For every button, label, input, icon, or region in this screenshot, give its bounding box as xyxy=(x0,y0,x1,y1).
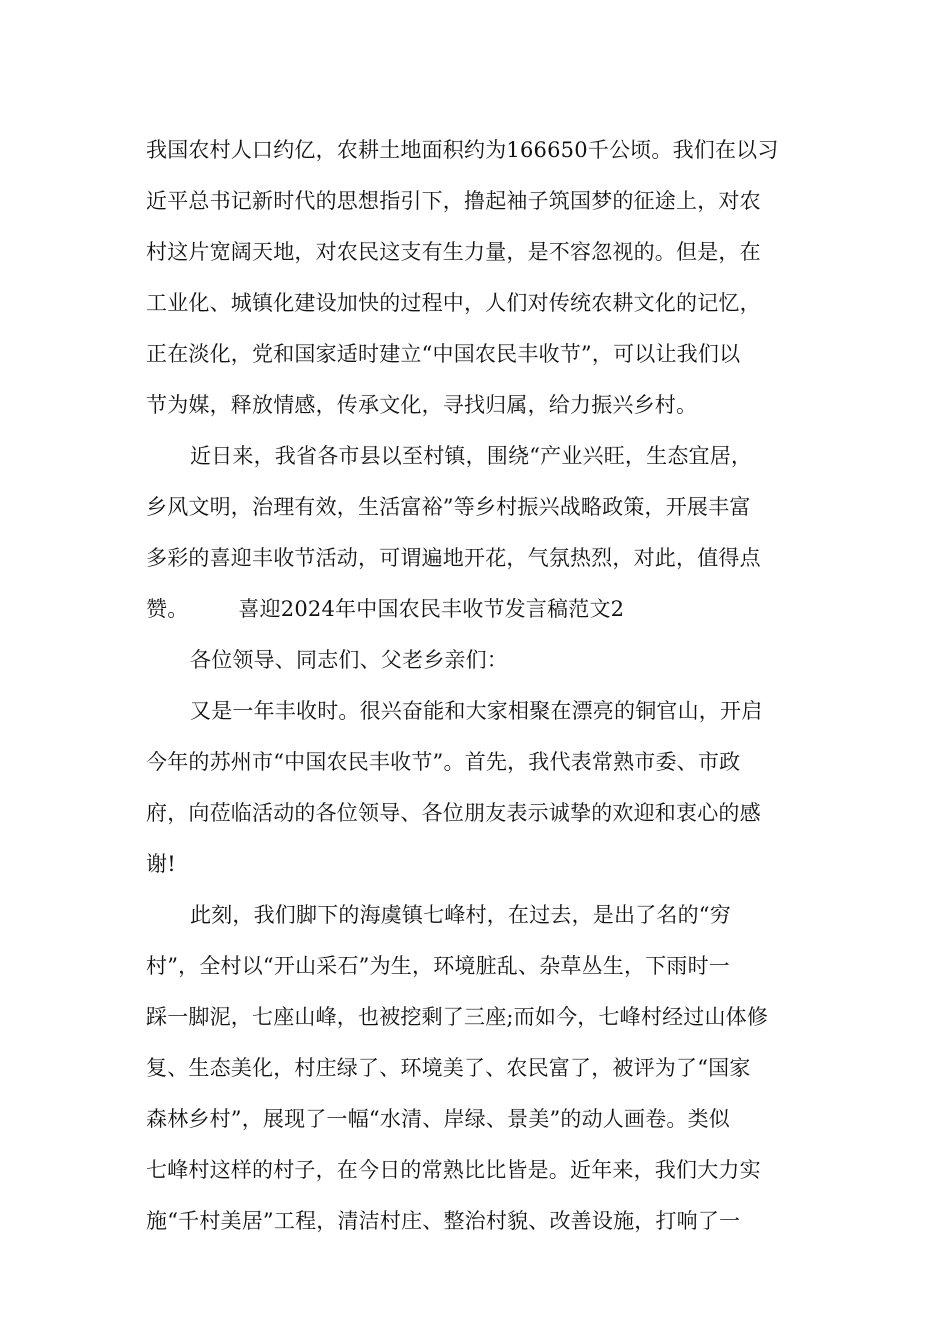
text-line: 踩一脚泥，七座山峰，也被挖剩了三座;而如今，七峰村经过山体修 xyxy=(146,1005,769,1029)
paragraph-start-line: 又是一年丰收时。很兴奋能和大家相聚在漂亮的铜官山，开启 xyxy=(190,699,763,723)
section-title: 喜迎2024年中国农民丰收节发言稿范文2 xyxy=(238,597,625,621)
text-line: 正在淡化，党和国家适时建立“中国农民丰收节”，可以让我们以 xyxy=(146,342,741,366)
text-line: 今年的苏州市“中国农民丰收节”。首先，我代表常熟市委、市政 xyxy=(146,750,741,774)
text-line: 我国农村人口约亿，农耕土地面积约为166650千公顷。我们在以习 xyxy=(146,138,779,162)
text-line: 村”，全村以“开山采石”为生，环境脏乱、杂草丛生，下雨时一 xyxy=(146,954,731,978)
text-line-with-title xyxy=(146,584,806,635)
text-fragment: 赞。 xyxy=(146,597,189,621)
text-line: 乡风文明，治理有效，生活富裕”等乡村振兴战略政策，开展丰富 xyxy=(146,495,751,519)
document-body xyxy=(146,125,806,1247)
text-line: 府，向莅临活动的各位领导、各位朋友表示诚挚的欢迎和衷心的感 xyxy=(146,801,761,825)
text-line: 村这片宽阔天地，对农民这支有生力量，是不容忽视的。但是，在 xyxy=(146,240,761,264)
text-line: 工业化、城镇化建设加快的过程中，人们对传统农耕文化的记忆， xyxy=(146,291,761,315)
text-line: 复、生态美化，村庄绿了、环境美了、农民富了，被评为了“国家 xyxy=(146,1056,751,1080)
salutation-line: 各位领导、同志们、父老乡亲们： xyxy=(190,648,508,672)
text-line: 谢! xyxy=(146,852,176,876)
text-line: 多彩的喜迎丰收节活动，可谓遍地开花，气氛热烈，对此，值得点 xyxy=(146,546,761,570)
paragraph-start-line: 近日来，我省各市县以至村镇，围绕“产业兴旺，生态宜居， xyxy=(190,444,753,468)
text-line: 节为媒，释放情感，传承文化，寻找归属，给力振兴乡村。 xyxy=(146,393,698,417)
text-line: 近平总书记新时代的思想指引下，撸起袖子筑国梦的征途上，对农 xyxy=(146,189,761,213)
text-line: 森林乡村”，展现了一幅“水清、岸绿、景美”的动人画卷。类似 xyxy=(146,1107,731,1131)
text-line: 施“千村美居”工程，清洁村庄、整治村貌、改善设施，打响了一 xyxy=(146,1209,741,1233)
text-line: 七峰村这样的村子，在今日的常熟比比皆是。近年来，我们大力实 xyxy=(146,1158,761,1182)
paragraph-start-line: 此刻，我们脚下的海虞镇七峰村，在过去，是出了名的“穷 xyxy=(190,903,731,927)
